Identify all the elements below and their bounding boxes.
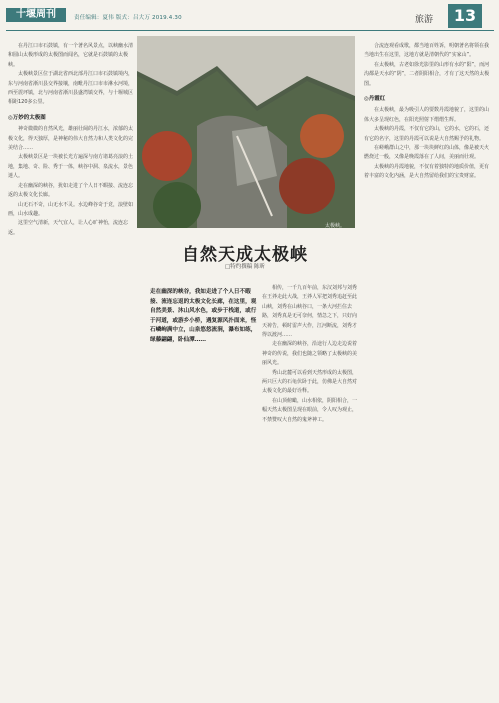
paragraph: 太极峡的丹霞地貌，不仅有着独特的地质价值，更有着丰富的文化内涵，是大自然留给我们的宝贵财富。	[364, 163, 490, 180]
page-number: 13	[448, 4, 482, 28]
subheading: ◎万妙的太极图	[8, 114, 46, 121]
paragraph: 在山顶俯瞰，山水相依，阴阳相合，一幅天然太极图呈现在眼前，令人叹为观止，不禁赞叹大自然的鬼斧神工。	[262, 397, 358, 423]
header-rule	[6, 30, 494, 31]
article-column-middle	[262, 284, 358, 425]
photo-credit: 太极峡。	[325, 223, 346, 228]
paragraph: 山无石不奇，山无水不灵。水边峰谷奇于竞，浪壁如画，山水成趣。	[8, 201, 134, 217]
paragraph: 秀山北麓可以看到天然形成的太极图，两只巨大的石龟伏卧于此，仿佛是大自然对太极文化的最好诠释。	[262, 369, 358, 395]
article-column-left	[8, 42, 134, 238]
editor-meta: 责任编辑：夏伟 版式：吕大万 2019.4.30	[74, 15, 182, 21]
paragraph: 合流连观看成歌，都当地百姓诉，明朝著名将领在我当地出生在这里，这地方就是清朝代的“实家山”。	[364, 43, 490, 59]
section-label: 旅游	[415, 15, 434, 25]
paragraph: 走在幽深的峡谷，犹如走进了个人日不暇接、流连忘返的太极文化长廊。	[8, 182, 134, 199]
newspaper-brand: 十堰周刊	[6, 8, 66, 22]
paragraph: 在嵯峨群山之中，那一块块鲜红的山体，像是被天火燃烧过一般，又像是晚霞落在了人间，美丽而壮观。	[364, 145, 490, 161]
paragraph: 在太极峡，最为吸引人的要数丹霞地貌了，这里的山体大多呈现红色，在阳光照射下熠熠生辉。	[364, 107, 490, 123]
paragraph: 相传，一千九百年前，东汉刘邦与刘秀在王莽走此大战，王莽人军把刘秀追赶至此山峡，刘秀在山峡谷口，一条大河拦住去路，刘秀真是无可奈何，情急之下，只好向天祷告，顿时雷声大作，江河断流，刘秀才得以渡河……	[262, 285, 358, 339]
paragraph: 走在幽深的峡谷，沿途行人边走边说着神奇的传说，我们也随之领略了太极峡的美丽风光。	[262, 341, 358, 367]
paragraph: 在丹江口市石鼓镇，有一个著名风景点，以峡幽水清和圆山太极形成的太极图而闻名，它就是石鼓镇的太极峡。	[8, 43, 134, 68]
article-lead: 走在幽深的峡谷，我如走进了个人日不暇接、流连忘返的太极文化长廊，在这里，观自然美景、沐山风水色，或步于栈道，或行于河道，或游乡小桥，遇复源风扑面来，怪石嶙峋满中立，山泉悠悠流涧，瀑布如练，绿藤翩翩，卧仙潭……	[150, 289, 257, 343]
landscape-photo	[137, 36, 355, 228]
paragraph: 神奇微微的自然风光，雄丽壮阔的丹江水，浓郁的太极文化，得天独厚，是神秘的伟大自然力和人类文化的完美结合……	[8, 126, 134, 152]
article-column-right	[364, 42, 492, 182]
article-title: 自然天成太极峡	[182, 245, 308, 265]
page-header	[0, 0, 499, 40]
paragraph: 太极峡景区位于湖北省西北部丹江口市石鼓镇境内，东与河南省淅川县交界接壤，南毗丹江口市市淋水河境，西至震坪镇，北与河南省淅川县盛湾镇交界，与十堰城区相距120多公里。	[8, 71, 134, 106]
paragraph: 太极峡景区是一块被长光方遍深与南方诸葛亮浪的土地，集地、奇、险、秀于一体，峡谷中洞、泉流水，景色迷人。	[8, 154, 134, 180]
subheading: ◎丹霞红	[364, 96, 386, 103]
paragraph: 这里空气清新，天气宜人，让人心旷神怡，流连忘返。	[8, 220, 129, 236]
paragraph: 在太极峡，古老如徐光影里的山形有水的“阳”，而河沟都是天水的“阴”，二者阴阳相合，才有了这天然的太极图。	[364, 61, 490, 87]
article-byline: □特约撰稿 陈昕	[225, 264, 265, 270]
paragraph: 太极峡的丹霞，不仅有它的山，它的水，它的石，还有它的名字，这里的丹霞可以说是大自然赐予的礼物。	[364, 126, 490, 142]
